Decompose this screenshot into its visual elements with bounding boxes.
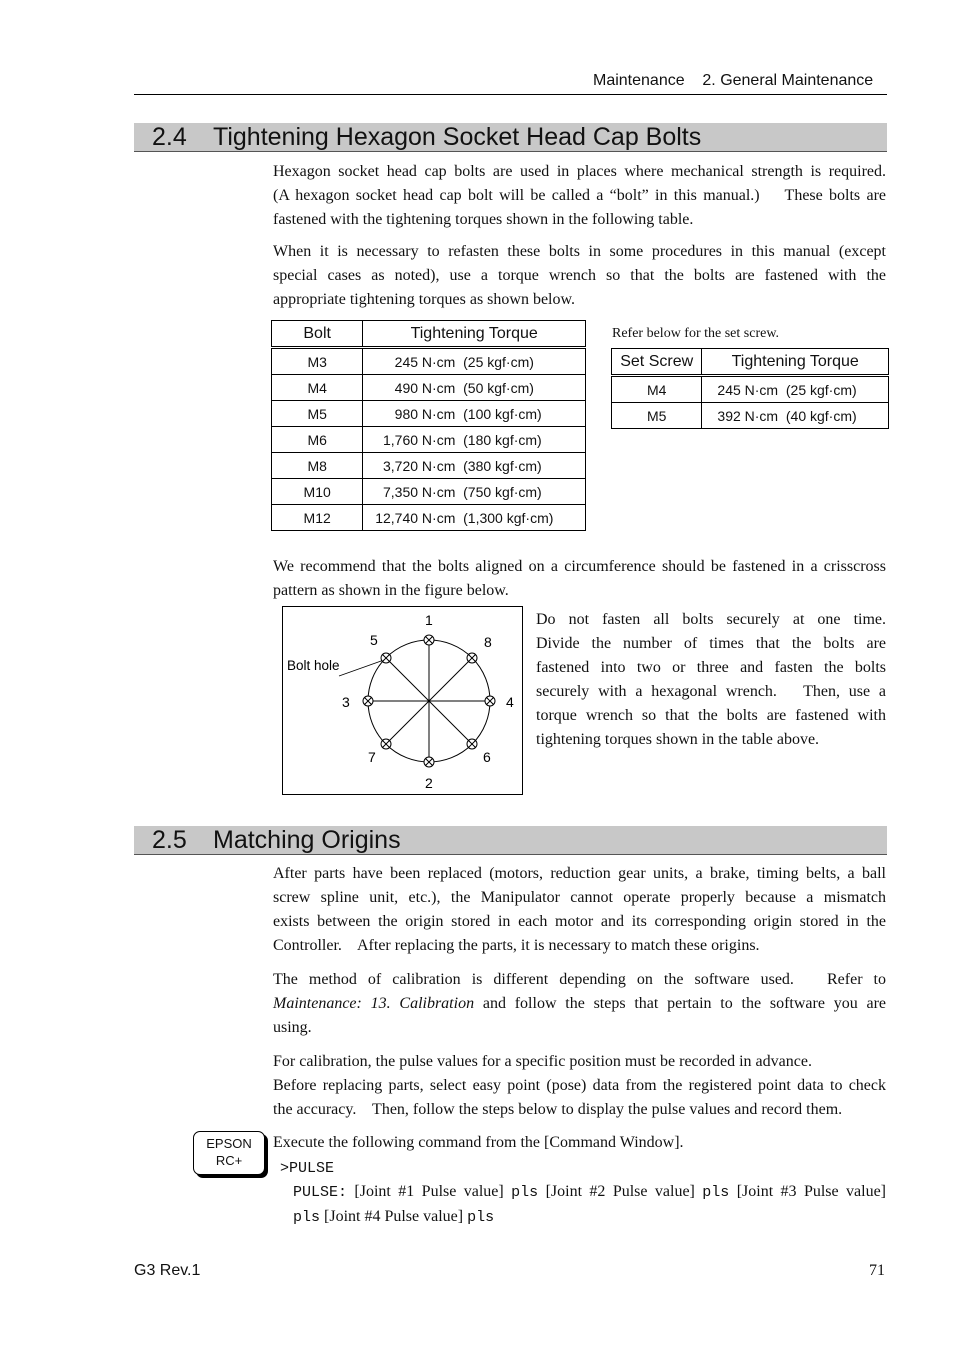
- pls-unit: pls: [702, 1184, 730, 1201]
- badge-line: EPSON: [206, 1136, 252, 1151]
- bolt-size: M3: [272, 348, 363, 375]
- bolt-number-2: 2: [425, 775, 433, 791]
- section-title: Tightening Hexagon Socket Head Cap Bolts: [213, 123, 702, 151]
- torque-value: 3,720 N·cm (380 kgf·cm): [363, 453, 586, 479]
- bolt-number-8: 8: [484, 634, 492, 650]
- pls-unit: pls: [511, 1184, 539, 1201]
- text-line: tightening torques shown in the table above.: [536, 731, 820, 748]
- paragraph-crisscross: [273, 555, 886, 603]
- pls-unit: pls: [467, 1209, 495, 1226]
- footer-revision: G3 Rev.1: [134, 1262, 201, 1279]
- section-title: Matching Origins: [213, 826, 401, 854]
- bolt-hole-8: [467, 653, 477, 663]
- torque-value: 12,740 N·cm (1,300 kgf·cm): [363, 505, 586, 531]
- bolt-hole-6: [467, 739, 477, 749]
- bolt-hole-label: Bolt hole: [287, 658, 340, 673]
- table-header: Tightening Torque: [363, 321, 586, 348]
- section-heading-2-4: [134, 123, 887, 152]
- bolt-number-5: 5: [370, 632, 378, 648]
- text-line: The method of calibration is different depending on the software used. Refer to: [273, 971, 886, 988]
- torque-value: 1,760 N·cm (180 kgf·cm): [363, 427, 586, 453]
- table-row: [272, 479, 586, 505]
- bolt-number-1: 1: [425, 612, 433, 628]
- joint-placeholder: [Joint #2 Pulse value]: [545, 1183, 695, 1200]
- table-header: Tightening Torque: [702, 349, 889, 376]
- pls-unit: pls: [293, 1209, 321, 1226]
- text-line: the accuracy. Then, follow the steps below to display the pulse values and record them.: [273, 1101, 843, 1118]
- joint-placeholder: [Joint #1 Pulse value]: [354, 1183, 504, 1200]
- paragraph-calibration-method: [273, 968, 886, 1040]
- table-header: Bolt: [272, 321, 363, 348]
- bolt-hole-5: [381, 653, 391, 663]
- text-line: fastened into two or three and fasten the bolts: [536, 659, 886, 676]
- torque-value: 490 N·cm (50 kgf·cm): [363, 375, 586, 401]
- text-line: using.: [273, 1019, 312, 1036]
- section-number: 2.5: [152, 826, 187, 854]
- bolt-torque-table: [271, 320, 586, 531]
- bolt-size: M5: [272, 401, 363, 427]
- bolt-size: M8: [272, 453, 363, 479]
- bolt-number-6: 6: [483, 749, 491, 765]
- paragraph-origins-intro: [273, 862, 886, 958]
- text-line: After parts have been replaced (motors, reduction gear units, a brake, timing belts, a ball: [273, 865, 886, 882]
- pulse-command: >PULSE: [280, 1160, 335, 1177]
- text-line: [293, 1180, 886, 1205]
- bolt-number-7: 7: [368, 749, 376, 765]
- table-row: [272, 375, 586, 401]
- text-line: torque wrench so that the bolts are fastened with: [536, 707, 886, 724]
- table-row: [272, 453, 586, 479]
- section-number: 2.4: [152, 123, 187, 151]
- bolt-size: M4: [272, 375, 363, 401]
- text-line: appropriate tightening torques as shown below.: [273, 291, 576, 308]
- bolt-hole-2: [424, 757, 434, 767]
- text-line: exists between the origin stored in each motor and its corresponding origin stored in the: [273, 913, 886, 930]
- bolt-hole-3: [363, 696, 373, 706]
- text-line: Do not fasten all bolts securely at one time.: [536, 611, 886, 628]
- pulse-output: [293, 1180, 886, 1230]
- table-row: [612, 376, 889, 403]
- bolt-size: M10: [272, 479, 363, 505]
- bolt-hole-1: [424, 635, 434, 645]
- text-line: Divide the number of times that the bolts are: [536, 635, 886, 652]
- text-line: Hexagon socket head cap bolts are used in places where mechanical strength is required.: [273, 163, 886, 180]
- paragraph-bolts-intro: [273, 160, 886, 232]
- screw-size: M5: [612, 403, 702, 429]
- text-line: pattern as shown in the figure below.: [273, 582, 509, 599]
- command-instruction: [273, 1131, 886, 1155]
- running-header: Maintenance 2. General Maintenance: [593, 72, 874, 89]
- bolt-hole-7: [381, 739, 391, 749]
- page-number: 71: [869, 1262, 885, 1279]
- text-line: (A hexagon socket head cap bolt will be called a “bolt” in this manual.) These bolts are: [273, 187, 886, 204]
- joint-placeholder: [Joint #3 Pulse value]: [736, 1183, 887, 1200]
- bolt-size: M12: [272, 505, 363, 531]
- table-row: [272, 427, 586, 453]
- bolt-size: M6: [272, 427, 363, 453]
- table-row: [272, 348, 586, 375]
- table-row: [612, 403, 889, 429]
- bolt-hole-4: [485, 696, 495, 706]
- table-header: Set Screw: [612, 349, 702, 376]
- text-line: When it is necessary to refasten these bolts in some procedures in this manual (except: [273, 243, 886, 260]
- table-row: [272, 401, 586, 427]
- torque-value: 392 N·cm (40 kgf·cm): [702, 403, 889, 429]
- calibration-reference: Maintenance: 13. Calibration: [273, 995, 475, 1012]
- torque-value: 7,350 N·cm (750 kgf·cm): [363, 479, 586, 505]
- text-line: We recommend that the bolts aligned on a circumference should be fastened in a crisscross: [273, 558, 886, 575]
- torque-value: 245 N·cm (25 kgf·cm): [702, 376, 889, 403]
- bolt-number-3: 3: [342, 694, 350, 710]
- text-line: [273, 992, 886, 1016]
- badge-line: RC+: [215, 1153, 243, 1168]
- bolt-number-4: 4: [506, 694, 514, 710]
- paragraph-refasten: [273, 240, 886, 312]
- text-line: [293, 1208, 494, 1225]
- screw-size: M4: [612, 376, 702, 403]
- header-rule: [134, 94, 887, 95]
- joint-placeholder: [Joint #4 Pulse value]: [324, 1208, 464, 1225]
- text-line: Controller. After replacing the parts, it is necessary to match these origins.: [273, 937, 760, 954]
- output-prefix: PULSE:: [293, 1184, 348, 1201]
- text-line: Execute the following command from the [Command Window].: [273, 1134, 684, 1151]
- text-line: special cases as noted), use a torque wrench so that the bolts are fastened with the: [273, 267, 886, 284]
- text-line: securely with a hexagonal wrench. Then, use a: [536, 683, 886, 700]
- torque-value: 245 N·cm (25 kgf·cm): [363, 348, 586, 375]
- text-line: fastened with the tightening torques shown in the following table.: [273, 211, 694, 228]
- text-fragment: and follow the steps that pertain to the software you are: [474, 995, 886, 1012]
- crisscross-pattern-figure: [282, 606, 523, 795]
- section-heading-2-5: [134, 826, 887, 855]
- torque-value: 980 N·cm (100 kgf·cm): [363, 401, 586, 427]
- setscrew-note: Refer below for the set screw.: [612, 326, 780, 341]
- paragraph-pulse-values: [273, 1050, 886, 1122]
- text-line: For calibration, the pulse values for a specific position must be recorded in advance.: [273, 1053, 812, 1070]
- text-line: Before replacing parts, select easy point (pose) data from the registered point data to check: [273, 1077, 886, 1094]
- epson-rc-badge: [193, 1131, 265, 1175]
- bolt-pattern-diagram: [283, 607, 522, 794]
- paragraph-fastening-steps: [536, 608, 886, 752]
- text-line: screw spline unit, etc.), the Manipulator cannot operate properly because a mismatch: [273, 889, 886, 906]
- setscrew-torque-table: [611, 348, 889, 429]
- table-row: [272, 505, 586, 531]
